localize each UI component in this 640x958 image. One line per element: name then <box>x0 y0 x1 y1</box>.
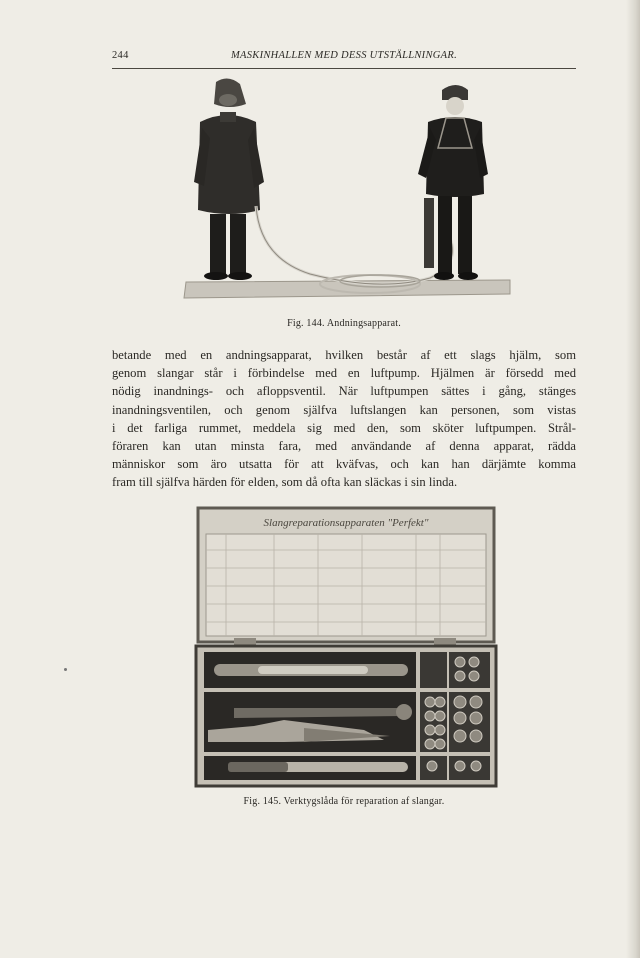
figure-145-toolbox <box>194 504 498 788</box>
body-paragraph <box>112 346 576 492</box>
page-edge <box>626 0 640 958</box>
page-header <box>112 50 576 68</box>
running-title: MASKINHALLEN MED DESS UTSTÄLLNINGAR. <box>230 50 458 61</box>
header-rule <box>112 68 576 69</box>
text-line: inandningsventilen, och genom själfva luftslangen kan personen, som vistas <box>112 402 576 417</box>
lid-inscription: Slangreparationsapparaten "Perfekt" <box>263 517 429 529</box>
print-speck <box>64 668 67 671</box>
text-line: människor som äro utsatta för att kväfvas, och kan han därjämte komma <box>112 457 576 472</box>
text-line: fram till själfva härden för elden, som då ofta kan släckas i sin linda. <box>112 475 458 490</box>
text-line: genom slangar står i förbindelse med en luftpump. Hjälmen är försedd med <box>112 366 576 381</box>
page-number: 244 <box>112 50 129 61</box>
text-line: nödig inandnings- och afloppsventil. När luftpumpen sättes i gång, stänges <box>112 384 576 399</box>
text-line: i det farliga rummet, meddela sig med den, som sköter luftpumpen. Strål- <box>112 420 576 435</box>
figure-144-breathing-apparatus <box>180 78 516 310</box>
figure-144-caption: Fig. 144. Andningsapparat. <box>287 318 401 329</box>
text-line: betande med en andningsapparat, hvilken består af ett slags hjälm, som <box>112 348 576 362</box>
figure-145-caption: Fig. 145. Verktygslåda för reparation af slangar. <box>243 796 445 807</box>
text-line: föraren kan utan minsta fara, med användande af denna apparat, rädda <box>112 439 576 454</box>
